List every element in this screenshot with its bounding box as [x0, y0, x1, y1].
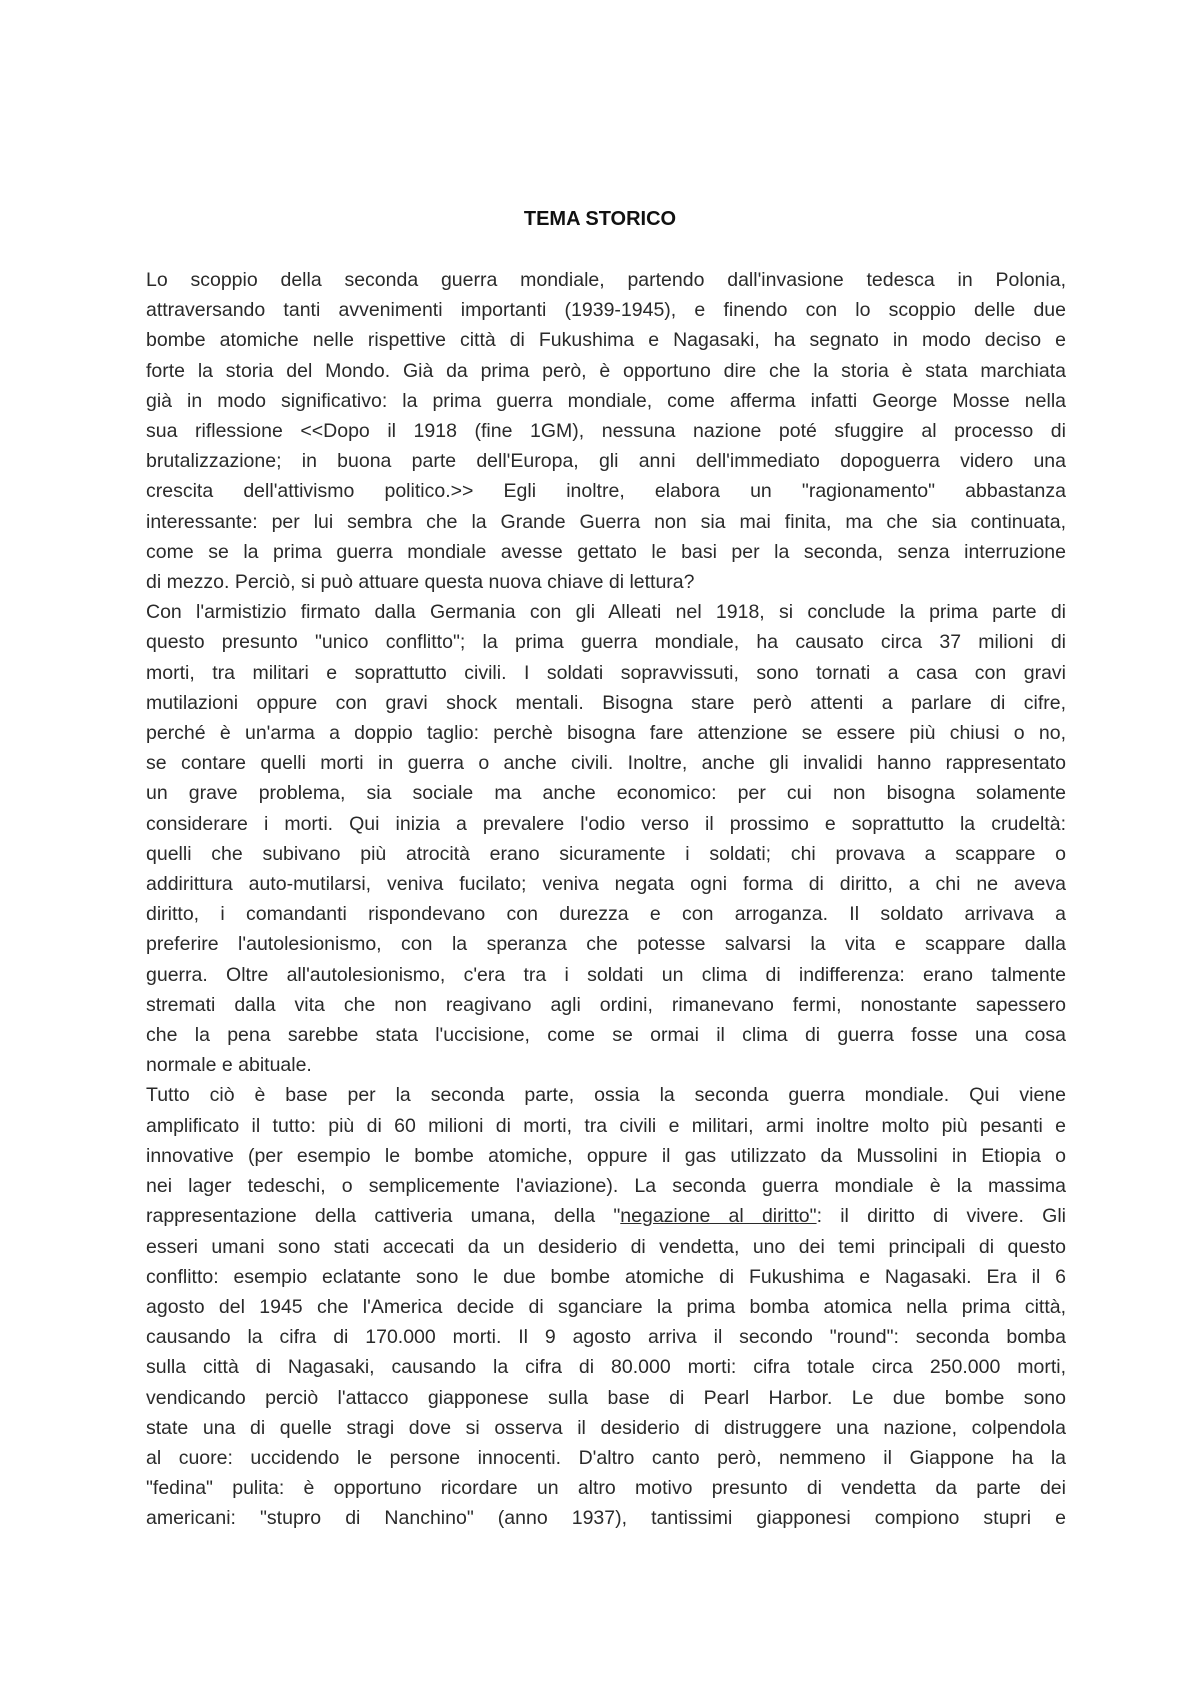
document-title: TEMA STORICO — [523, 208, 677, 230]
text-line: Tutto ciò è base per la seconda parte, ossia la seconda guerra mondiale. Qui viene — [146, 1084, 1066, 1107]
paragraph-2 — [146, 597, 1066, 1080]
text-line: causando la cifra di 170.000 morti. Il 9 agosto arriva il secondo "round": seconda bomba — [146, 1326, 1066, 1349]
text-line: amplificato il tutto: più di 60 milioni di morti, tra civili e militari, armi inoltre molto più pesanti e — [146, 1114, 1066, 1137]
text-line: forte la storia del Mondo. Già da prima però, è opportuno dire che la storia è stata marchiata — [146, 359, 1066, 382]
text-line: come se la prima guerra mondiale avesse gettato le basi per la seconda, senza interruzione — [146, 540, 1066, 563]
text-line: guerra. Oltre all'autolesionismo, c'era tra i soldati un clima di indifferenza: erano talmente — [146, 963, 1066, 986]
text-line: americani: "stupro di Nanchino" (anno 1937), tantissimi giapponesi compiono stupri e — [146, 1507, 1066, 1530]
text-line: al cuore: uccidendo le persone innocenti. D'altro canto però, nemmeno il Giappone ha la — [146, 1446, 1066, 1469]
text-line: agosto del 1945 che l'America decide di sganciare la prima bomba atomica nella prima città, — [146, 1295, 1066, 1318]
text-line: già in modo significativo: la prima guerra mondiale, come afferma infatti George Mosse nella — [146, 389, 1066, 412]
text-line: brutalizzazione; in buona parte dell'Europa, gli anni dell'immediato dopoguerra videro una — [146, 450, 1066, 473]
paragraph-3 — [146, 1080, 1066, 1533]
text-line: stremati dalla vita che non reagivano agli ordini, rimanevano fermi, nonostante sapessero — [146, 993, 1066, 1016]
text-line: sulla città di Nagasaki, causando la cifra di 80.000 morti: cifra totale circa 250.000 morti, — [146, 1356, 1066, 1379]
text-line: se contare quelli morti in guerra o anche civili. Inoltre, anche gli invalidi hanno rappresentato — [146, 752, 1066, 775]
text-line: innovative (per esempio le bombe atomiche, oppure il gas utilizzato da Mussolini in Etiopia o — [146, 1144, 1066, 1167]
text-segment: rappresentazione della cattiveria umana, della " — [146, 1205, 621, 1228]
text-line: bombe atomiche nelle rispettive città di Fukushima e Nagasaki, ha segnato in modo deciso e — [146, 329, 1066, 352]
text-line: diritto, i comandanti rispondevano con durezza e con arroganza. Il soldato arrivava a — [146, 903, 1066, 926]
underlined-phrase: negazione al diritto" — [620, 1205, 817, 1228]
text-line: Con l'armistizio firmato dalla Germania con gli Alleati nel 1918, si conclude la prima parte di — [146, 601, 1066, 624]
text-line-with-underline — [146, 1201, 1066, 1231]
text-line: quelli che subivano più atrocità erano sicuramente i soldati; chi provava a scappare o — [146, 842, 1066, 865]
text-line: vendicando perciò l'attacco giapponese sulla base di Pearl Harbor. Le due bombe sono — [146, 1386, 1066, 1409]
text-line: nei lager tedeschi, o semplicemente l'aviazione). La seconda guerra mondiale è la massima — [146, 1175, 1066, 1198]
text-segment: : il diritto di vivere. Gli — [816, 1205, 1066, 1228]
text-line: mutilazioni oppure con gravi shock mentali. Bisogna stare però attenti a parlare di cifre, — [146, 691, 1066, 714]
text-line: esseri umani sono stati accecati da un desiderio di vendetta, uno dei temi principali di questo — [146, 1235, 1066, 1258]
text-line: interessante: per lui sembra che la Grande Guerra non sia mai finita, ma che sia continuata, — [146, 510, 1066, 533]
text-line: morti, tra militari e soprattutto civili. I soldati sopravvissuti, sono tornati a casa con gravi — [146, 661, 1066, 684]
text-line: di mezzo. Perciò, si può attuare questa nuova chiave di lettura? — [146, 571, 695, 594]
text-line: normale e abituale. — [146, 1054, 312, 1077]
document-body — [146, 265, 1066, 1534]
text-line: sua riflessione <<Dopo il 1918 (fine 1GM), nessuna nazione poté sfuggire al processo di — [146, 420, 1066, 443]
text-line: questo presunto "unico conflitto"; la prima guerra mondiale, ha causato circa 37 milioni di — [146, 631, 1066, 654]
text-line: perché è un'arma a doppio taglio: perchè bisogna fare attenzione se essere più chiusi o no, — [146, 722, 1066, 745]
text-line: conflitto: esempio eclatante sono le due bombe atomiche di Fukushima e Nagasaki. Era il 6 — [146, 1265, 1066, 1288]
paragraph-1 — [146, 265, 1066, 597]
text-line: Lo scoppio della seconda guerra mondiale, partendo dall'invasione tedesca in Polonia, — [146, 269, 1066, 291]
text-line: che la pena sarebbe stata l'uccisione, come se ormai il clima di guerra fosse una cosa — [146, 1024, 1066, 1047]
text-line: state una di quelle stragi dove si osserva il desiderio di distruggere una nazione, colpendola — [146, 1416, 1066, 1439]
text-line: preferire l'autolesionismo, con la speranza che potesse salvarsi la vita e scappare dalla — [146, 933, 1066, 956]
text-line: "fedina" pulita: è opportuno ricordare un altro motivo presunto di vendetta da parte dei — [146, 1477, 1066, 1500]
text-line: crescita dell'attivismo politico.>> Egli inoltre, elabora un "ragionamento" abbastanza — [146, 480, 1066, 503]
text-line: considerare i morti. Qui inizia a prevalere l'odio verso il prossimo e soprattutto la crudeltà: — [146, 812, 1066, 835]
text-line: addirittura auto-mutilarsi, veniva fucilato; veniva negata ogni forma di diritto, a chi ne aveva — [146, 873, 1066, 896]
text-line: un grave problema, sia sociale ma anche economico: per cui non bisogna solamente — [146, 782, 1066, 805]
text-line: attraversando tanti avvenimenti importanti (1939-1945), e finendo con lo scoppio delle due — [146, 299, 1066, 322]
